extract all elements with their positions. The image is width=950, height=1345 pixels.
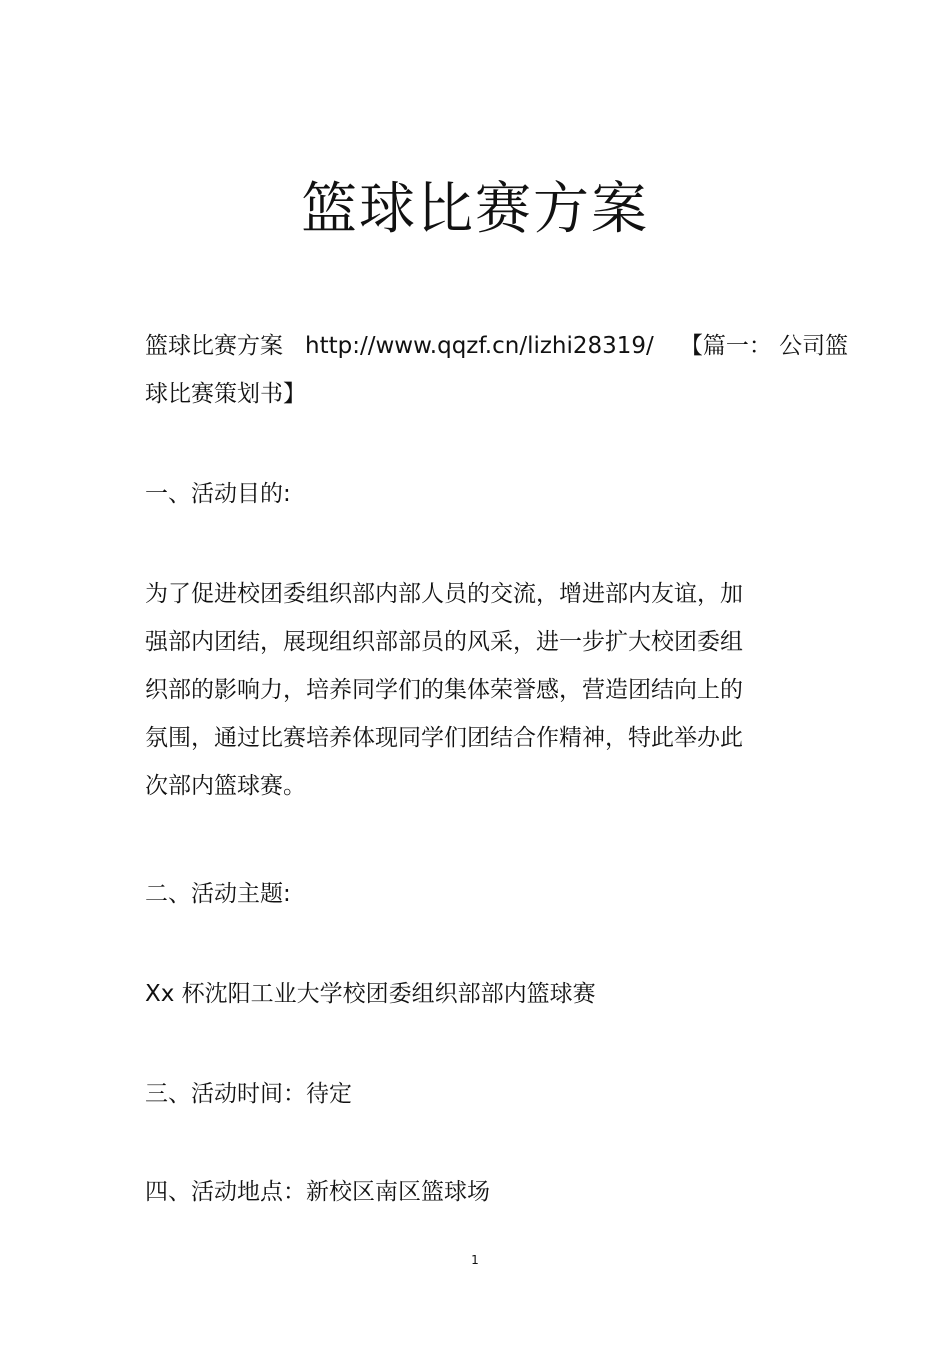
section-time: 三、活动时间：待定 [145,1081,352,1107]
intro-label: 篮球比赛方案 [145,333,283,359]
paragraph-line: 强部内团结，展现组织部部员的风采，进一步扩大校团委组 [145,629,743,655]
section-heading-purpose: 一、活动目的: [145,481,291,507]
section-location: 四、活动地点：新校区南区篮球场 [145,1179,490,1205]
page-number: 1 [471,1253,479,1267]
paragraph-line: 次部内篮球赛。 [145,773,306,799]
paragraph-line: 为了促进校团委组织部内部人员的交流，增进部内友谊，加 [145,581,743,607]
section-theme-content: Xx 杯沈阳工业大学校团委组织部部内篮球赛 [145,981,596,1007]
document-title: 篮球比赛方案 [301,177,649,242]
intro-line [145,322,849,418]
intro-line-1 [145,322,849,370]
intro-tag-part2: 球比赛策划书】 [145,381,306,407]
section-heading-theme: 二、活动主题: [145,881,291,907]
intro-tag-part1: 【篇一： 公司篮 [679,333,849,359]
section-paragraph-purpose [145,570,745,810]
source-url[interactable]: http://www.qqzf.cn/lizhi28319/ [305,333,654,359]
paragraph-line: 织部的影响力，培养同学们的集体荣誉感，营造团结向上的 [145,677,743,703]
paragraph-line: 氛围，通过比赛培养体现同学们团结合作精神，特此举办此 [145,725,743,751]
